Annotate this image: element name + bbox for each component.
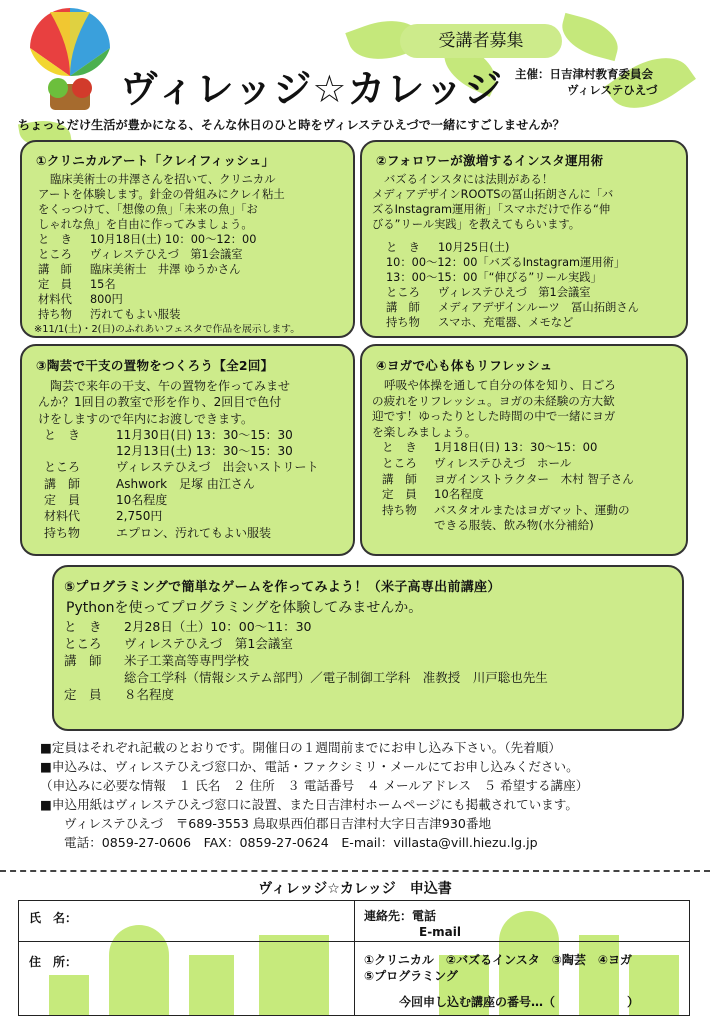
course-5-instructor: 米子工業高等専門学校 — [124, 653, 250, 668]
course-1-desc: 臨床美術士の井澤さんを招いて、クリニカル — [50, 173, 276, 186]
course-2-instructor: メディアデザインルーツ 冨山拓朗さん — [438, 301, 639, 314]
course-3-instructor: Ashwork 足塚 由江さん — [116, 476, 255, 491]
course-1-note: ※11/1(土)・2(日)のふれあいフェスタで作品を展示します。 — [34, 324, 300, 335]
course-4-desc: 迎です！ゆったりとした時間の中で一緒にヨガ — [372, 409, 616, 424]
cut-line — [0, 870, 710, 872]
tagline: ちょっとだけ生活が豊かになる、そんな休日のひと時をヴィレステひえづで一緒にすごしませんか？ — [18, 118, 565, 132]
name-label: 氏 名： — [29, 911, 78, 925]
course-4-instructor: ヨガインストラクター 木村 智子さん — [434, 471, 634, 486]
course-2-items: スマホ、充電器、メモなど — [438, 316, 574, 329]
notice-line: ■定員はそれぞれ記載のとおりです。開催日の１週間前までにお申し込み下さい。（先着順） — [40, 740, 561, 755]
time-label: と き — [38, 233, 72, 246]
course-4-desc: 呼吸や体操を通して自分の体を知り、日ごろ — [384, 378, 616, 392]
time-label: と き — [382, 440, 417, 455]
contact-info: 電話：0859-27-0606 FAX：0859-27-0624 E-mail：villasta@vill.hiezu.lg.jp — [64, 835, 538, 850]
place-label: ところ — [64, 636, 102, 651]
course-4-items-2: できる服装、飲み物(水分補給) — [434, 518, 594, 533]
instructor-label: 講 師 — [38, 263, 72, 276]
notice-line: ■申込用紙はヴィレステひえづ窓口に設置、また日吉津村ホームページにも掲載されています。 — [40, 797, 578, 812]
organizer-label: 主催： — [515, 67, 550, 81]
course-options: ①クリニカル ②バズるインスタ ③陶芸 ④ヨガ — [364, 953, 633, 967]
course-choice-field[interactable]: 今回申し込む講座の番号…（ ） — [399, 995, 640, 1009]
address-field[interactable] — [99, 947, 349, 1011]
course-2-place: ヴィレステひえづ 第1会議室 — [438, 286, 591, 299]
capacity-label: 定 員 — [38, 278, 72, 291]
form-title: ヴィレッジ☆カレッジ 申込書 — [258, 881, 452, 897]
place-label: ところ — [382, 455, 417, 470]
course-2-time-2: 10：00～12：00「バズるInstagram運用術」 — [386, 256, 626, 269]
course-2-desc: バズるインスタには法則がある！ — [384, 173, 554, 186]
course-1-title: ①クリニカルアート「クレイフィッシュ」 — [36, 153, 275, 168]
course-4-desc: を楽しみましょう。 — [372, 424, 477, 439]
capacity-label: 定 員 — [382, 487, 417, 502]
course-2-desc: メディアデザインROOTSの冨山拓朗さんに「バ — [372, 188, 614, 201]
course-5-desc: Pythonを使ってプログラミングを体験してみませんか。 — [66, 600, 423, 616]
course-5-time: 2月28日（土）10：00～11：30 — [124, 619, 312, 634]
items-label: 持ち物 — [382, 502, 417, 517]
building-decoration — [49, 975, 89, 1015]
course-2-desc: ズるInstagram運用術」「スマホだけで作る“伸 — [372, 203, 611, 216]
items-label: 持ち物 — [38, 308, 72, 321]
instructor-label: 講 師 — [386, 301, 420, 314]
notice-section — [40, 738, 588, 852]
course-3-desc: 陶芸で来年の干支、午の置物を作ってみませ — [50, 379, 291, 393]
course-1-desc: をくっつけて、「想像の魚」「未来の魚」「お — [38, 203, 258, 216]
items-label: 持ち物 — [386, 316, 420, 329]
address-label: 住 所： — [29, 955, 78, 969]
instructor-label: 講 師 — [382, 471, 417, 486]
contact-address: ヴィレステひえづ 〒689-3553 鳥取県西伯郡日吉津村大字日吉津930番地 — [64, 816, 492, 831]
course-3-time: 11月30日(日) 13：30～15：30 — [116, 427, 293, 442]
course-4-capacity: 10名程度 — [434, 487, 484, 502]
course-2-title: ②フォロワーが激増するインスタ運用術 — [376, 153, 604, 168]
instructor-label: 講 師 — [44, 476, 81, 491]
course-options-2: ⑤プログラミング — [364, 969, 458, 983]
course-2-details — [372, 172, 639, 330]
fee-label: 材料代 — [44, 509, 81, 524]
name-field[interactable] — [99, 905, 349, 937]
form-divider — [354, 901, 355, 1015]
notice-line: ■申込みは、ヴィレステひえづ窓口か、電話・ファクシミリ・メールにてお申し込みください。 — [40, 759, 579, 774]
time-label: と き — [44, 427, 81, 442]
course-5-capacity: ８名程度 — [124, 687, 175, 702]
course-4-items: バスタオルまたはヨガマット、運動の — [434, 502, 630, 517]
items-label: 持ち物 — [44, 525, 81, 540]
course-4-details — [372, 378, 634, 534]
course-2-desc: びる”リール実践」を教えてもらいます。 — [372, 218, 581, 231]
course-4-title: ④ヨガで心も体もリフレッシュ — [376, 358, 553, 373]
course-1-capacity: 15名 — [90, 278, 116, 291]
organizer — [515, 66, 658, 98]
course-2-time: 10月25日(土) — [438, 241, 510, 254]
capacity-label: 定 員 — [64, 687, 102, 702]
time-label: と き — [386, 241, 420, 254]
place-label: ところ — [386, 286, 420, 299]
course-3-title: ③陶芸で干支の置物をつくろう【全2回】 — [36, 358, 274, 373]
course-1-desc: しゃれな魚」を自由に作ってみましょう。 — [38, 218, 253, 231]
course-1-desc: アートを体験します。針金の骨組みにクレイ粘土 — [38, 188, 285, 201]
course-3-details — [38, 378, 318, 541]
course-1-time: 10月18日(土) 10：00～12：00 — [90, 233, 257, 246]
course-1-fee: 800円 — [90, 293, 123, 306]
course-5-title: ⑤プログラミングで簡単なゲームを作ってみよう！（米子高専出前講座） — [64, 580, 501, 595]
course-5-instructor-2: 総合工学科（情報システム部門）／電子制御工学科 准教授 川戸聡也先生 — [124, 670, 548, 685]
course-3-items: エプロン、汚れてもよい服装 — [116, 525, 272, 540]
course-4-place: ヴィレステひえづ ホール — [434, 455, 572, 470]
course-3-time-2: 12月13日(土) 13：30～15：30 — [116, 444, 293, 459]
course-1-instructor: 臨床美術士 井澤 ゆうかさん — [90, 263, 241, 276]
contact-label: 連絡先：電話 — [364, 909, 437, 923]
course-3-capacity: 10名程度 — [116, 493, 168, 508]
page-title: ヴィレッジ☆カレッジ — [120, 67, 504, 111]
capacity-label: 定 員 — [44, 493, 81, 508]
course-3-place: ヴィレステひえづ 出会いストリート — [116, 460, 319, 475]
recruitment-badge: 受講者募集 — [400, 24, 562, 58]
course-1-details — [34, 172, 300, 337]
course-4-time: 1月18日(日) 13：30～15：00 — [434, 440, 598, 455]
course-4-desc: の疲れをリフレッシュ。ヨガの未経験の方大歓 — [372, 393, 615, 408]
balloon-illustration — [20, 6, 120, 116]
course-3-fee: 2,750円 — [116, 509, 163, 524]
place-label: ところ — [38, 248, 72, 261]
course-1-items: 汚れてもよい服装 — [90, 308, 181, 321]
place-label: ところ — [44, 460, 81, 475]
leaf-decoration — [557, 13, 624, 61]
contact-field[interactable] — [469, 905, 684, 937]
organizer-name: 日吉津村教育委員会 — [549, 67, 653, 81]
fee-label: 材料代 — [38, 293, 72, 306]
course-2-time-3: 13：00～15：00「“伸びる”リール実践」 — [386, 271, 602, 284]
organizer-name-2: ヴィレステひえづ — [567, 83, 658, 97]
course-3-desc: けをしますので年内にお渡しできます。 — [38, 411, 254, 426]
notice-line: （申込みに必要な情報 １ 氏名 ２ 住所 ３ 電話番号 ４ メールアドレス ５ 希望する講座） — [40, 778, 589, 793]
course-5-details — [64, 598, 548, 703]
email-label: E-mail — [419, 925, 462, 939]
form-divider — [19, 941, 689, 942]
course-3-desc: んか？1回目の教室で形を作り、2回目で色付 — [38, 395, 282, 410]
application-form — [18, 900, 690, 1016]
instructor-label: 講 師 — [64, 653, 102, 668]
course-1-place: ヴィレステひえづ 第1会議室 — [90, 248, 243, 261]
course-5-place: ヴィレステひえづ 第1会議室 — [124, 636, 293, 651]
time-label: と き — [64, 619, 102, 634]
